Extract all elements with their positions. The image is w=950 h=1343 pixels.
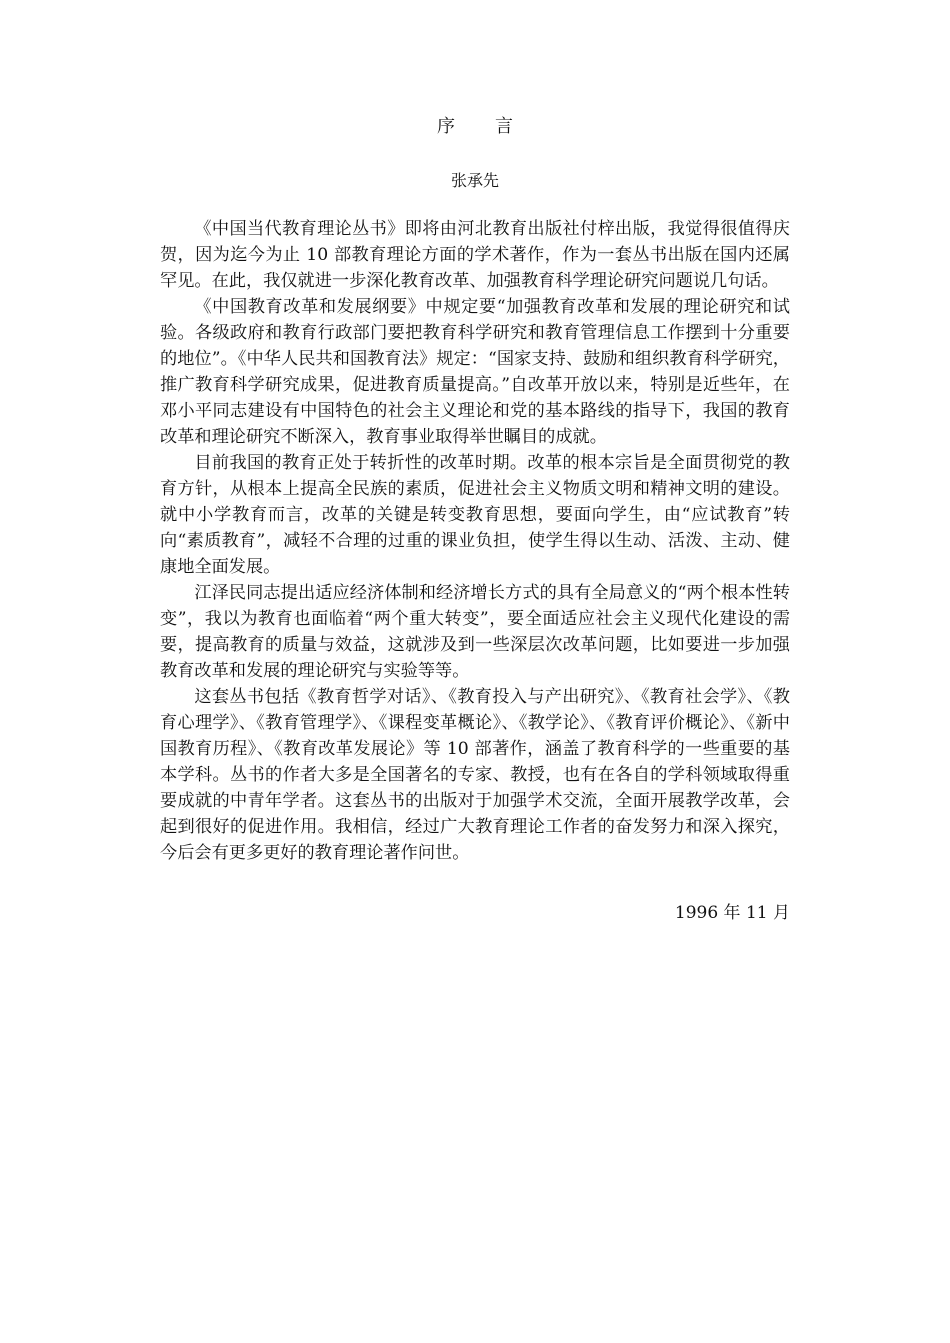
- page-title: 序言: [437, 116, 553, 137]
- preface-body: [160, 216, 790, 866]
- author-name: 张承先: [450, 171, 499, 190]
- paragraph: 这套丛书包括《教育哲学对话》、《教育投入与产出研究》、《教育社会学》、《教育心理学》、《教育管理学》、《课程变革概论》、《教学论》、《教育评价概论》、《新中国教育历程》、《教育改革发展论》等 10 部著作，涵盖了教育科学的一些重要的基本学科。丛书的作者大多是全国著名的专家、教授，也有在各自的学科领域取得重要成就的中青年学者。这套丛书的出版对于加强学术交流，全面开展教学改革，会起到很好的促进作用。我相信，经过广大教育理论工作者的奋发努力和深入探究，今后会有更多更好的教育理论著作问世。: [160, 687, 790, 863]
- paragraph: 《中国当代教育理论丛书》即将由河北教育出版社付梓出版，我觉得很值得庆贺，因为迄今为止 10 部教育理论方面的学术著作，作为一套丛书出版在国内还属罕见。在此，我仅就进一步深化教育改革、加强教育科学理论研究问题说几句话。: [160, 219, 790, 291]
- date-line: 1996 年 11 月: [674, 903, 790, 923]
- preface-page: [160, 112, 790, 926]
- paragraph: 目前我国的教育正处于转折性的改革时期。改革的根本宗旨是全面贯彻党的教育方针，从根本上提高全民族的素质，促进社会主义物质文明和精神文明的建设。就中小学教育而言，改革的关键是转变教育思想，要面向学生，由“应试教育”转向“素质教育”，减轻不合理的过重的课业负担，使学生得以生动、活泼、主动、健康地全面发展。: [160, 453, 790, 577]
- paragraph: 《中国教育改革和发展纲要》中规定要“加强教育改革和发展的理论研究和试验。各级政府和教育行政部门要把教育科学研究和教育管理信息工作摆到十分重要的地位”。《中华人民共和国教育法》规定：“国家支持、鼓励和组织教育科学研究，推广教育科学研究成果，促进教育质量提高。”自改革开放以来，特别是近些年，在邓小平同志建设有中国特色的社会主义理论和党的基本路线的指导下，我国的教育改革和理论研究不断深入，教育事业取得举世瞩目的成就。: [160, 297, 790, 447]
- paragraph: 江泽民同志提出适应经济体制和经济增长方式的具有全局意义的“两个根本性转变”，我以为教育也面临着“两个重大转变”，要全面适应社会主义现代化建设的需要，提高教育的质量与效益，这就涉及到一些深层次改革问题，比如要进一步加强教育改革和发展的理论研究与实验等等。: [160, 583, 790, 681]
